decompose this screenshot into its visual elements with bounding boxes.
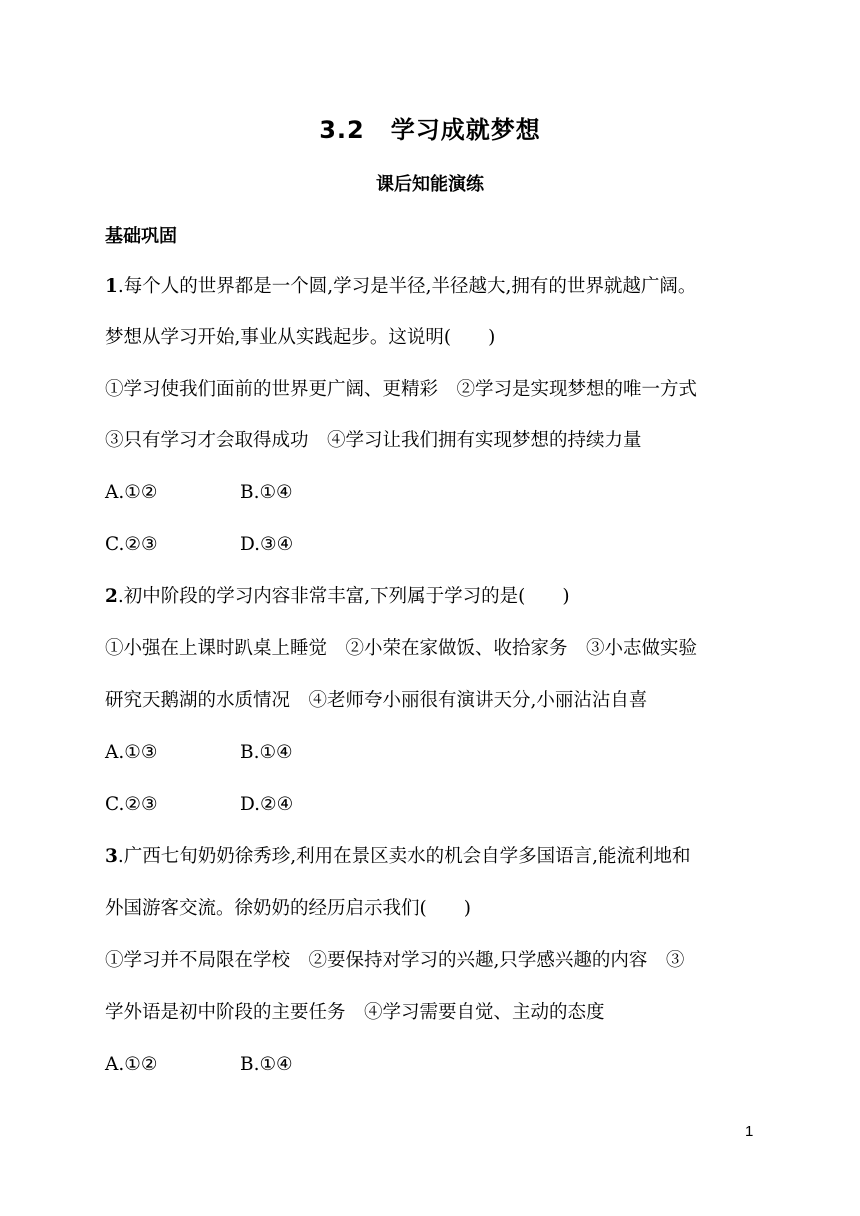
question-3-statements-line-1: ①学习并不局限在学校 ②要保持对学习的兴趣,只学感兴趣的内容 ③ [105, 950, 685, 971]
option-b: B.①④ [240, 742, 293, 763]
question-2-options-row-2 [105, 790, 765, 820]
question-2-statements-line-1: ①小强在上课时趴桌上睡觉 ②小荣在家做饭、收拾家务 ③小志做实验 [105, 638, 698, 659]
question-1-options-row-1 [105, 478, 765, 508]
question-1-number: 1 [105, 276, 118, 297]
question-2-stem-text: .初中阶段的学习内容非常丰富,下列属于学习的是( ) [117, 586, 570, 607]
option-b: B.①④ [240, 1054, 293, 1075]
title-text: 学习成就梦想 [390, 116, 541, 144]
question-1-statements-line-1: ①学习使我们面前的世界更广阔、更精彩 ②学习是实现梦想的唯一方式 [105, 379, 698, 400]
page-subtitle: 课后知能演练 [376, 174, 484, 195]
question-3-number: 3 [105, 846, 118, 867]
question-1-options-row-2 [105, 530, 765, 560]
option-a: A.①③ [105, 742, 158, 763]
question-1-stem-line-2: 梦想从学习开始,事业从实践起步。这说明( ) [105, 327, 496, 348]
question-2-number: 2 [105, 586, 118, 607]
option-d: D.②④ [240, 794, 294, 815]
question-3-stem-line-2: 外国游客交流。徐奶奶的经历启示我们( ) [105, 898, 471, 919]
question-3-options-row-1 [105, 1050, 765, 1080]
question-3-stem-text: .广西七旬奶奶徐秀珍,利用在景区卖水的机会自学多国语言,能流利地和 [117, 846, 691, 867]
option-c: C.②③ [105, 534, 158, 555]
question-1-stem-line-1 [105, 272, 765, 302]
option-b: B.①④ [240, 482, 293, 503]
question-2-stem-line-1 [105, 582, 765, 612]
option-d: D.③④ [240, 534, 294, 555]
option-a: A.①② [105, 482, 158, 503]
option-a: A.①② [105, 1054, 158, 1075]
page-number: 1 [745, 1123, 754, 1140]
question-1-stem-text: .每个人的世界都是一个圆,学习是半径,半径越大,拥有的世界就越广阔。 [117, 276, 697, 297]
title-number: 3.2 [319, 116, 365, 144]
question-2-statements-line-2: 研究天鹅湖的水质情况 ④老师夸小丽很有演讲天分,小丽沾沾自喜 [105, 690, 648, 711]
section-heading: 基础巩固 [105, 226, 177, 247]
option-c: C.②③ [105, 794, 158, 815]
page-title [0, 112, 860, 148]
question-1-statements-line-2: ③只有学习才会取得成功 ④学习让我们拥有实现梦想的持续力量 [105, 430, 642, 451]
question-3-stem-line-1 [105, 842, 765, 872]
question-3-statements-line-2: 学外语是初中阶段的主要任务 ④学习需要自觉、主动的态度 [105, 1002, 605, 1023]
question-2-options-row-1 [105, 738, 765, 768]
